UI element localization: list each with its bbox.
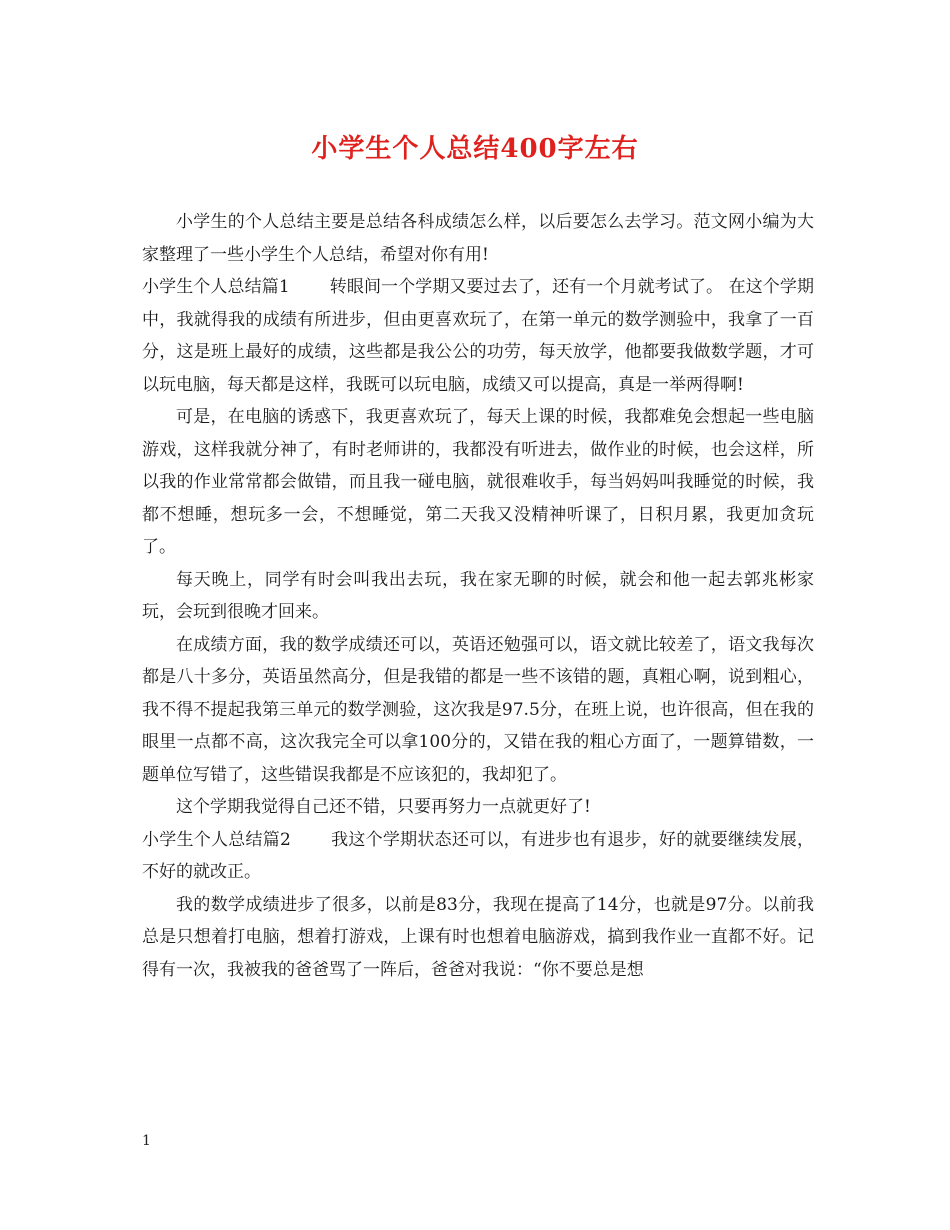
document-body — [142, 206, 814, 986]
paragraph-self-assessment: 这个学期我觉得自己还不错，只要再努力一点就更好了! — [176, 797, 591, 817]
section-1-paragraph — [142, 271, 814, 401]
section-1-heading: 小学生个人总结篇1 — [142, 277, 290, 297]
paragraph-math-progress: 我的数学成绩进步了很多，以前是83分，我现在提高了14分，也就是97分。以前我总是只想着打电脑，想着打游戏，上课有时也想着电脑游戏，搞到我作业一直都不好。记得有一次，我被我的爸爸骂了一阵后，爸爸对我说：“你不要总是想 — [142, 894, 814, 980]
section-1-text: 转眼间一个学期又要过去了，还有一个月就考试了。 在这个学期中，我就得我的成绩有所进步，但由更喜欢玩了，在第一单元的数学测验中，我拿了一百分，这是班上最好的成绩，这些都是我公公的功劳，每天放学，他都要我做数学题，才可以玩电脑，每天都是这样，我既可以玩电脑，成绩又可以提高，真是一举两得啊! — [142, 277, 814, 395]
section-2-heading: 小学生个人总结篇2 — [142, 829, 291, 850]
document-title: 小学生个人总结400字左右 — [311, 134, 639, 164]
page-number: 1 — [142, 1133, 151, 1149]
section-2-paragraph — [142, 824, 814, 889]
paragraph-grades: 在成绩方面，我的数学成绩还可以，英语还勉强可以，语文就比较差了，语文我每次都是八十多分，英语虽然高分，但是我错的都是一些不该错的题，真粗心啊，说到粗心，我不得不提起我第三单元的数学测验，这次我是97.5分，在班上说，也许很高，但在我的眼里一点都不高，这次我完全可以拿100分的，又错在我的粗心方面了，一题算错数，一题单位写错了，这些错误我都是不应该犯的，我却犯了。 — [142, 634, 814, 785]
paragraph-evenings: 每天晚上，同学有时会叫我出去玩，我在家无聊的时候，就会和他一起去郭兆彬家玩，会玩到很晚才回来。 — [142, 569, 814, 622]
intro-paragraph: 小学生的个人总结主要是总结各科成绩怎么样，以后要怎么去学习。范文网小编为大家整理了一些小学生个人总结，希望对你有用! — [142, 212, 814, 265]
paragraph-computer-temptation: 可是，在电脑的诱惑下，我更喜欢玩了，每天上课的时候，我都难免会想起一些电脑游戏，这样我就分神了，有时老师讲的，我都没有听进去，做作业的时候，也会这样，所以我的作业常常都会做错，而且我一碰电脑，就很难收手，每当妈妈叫我睡觉的时候，我都不想睡，想玩多一会，不想睡觉，第二天我又没精神听课了，日积月累，我更加贪玩了。 — [142, 407, 814, 557]
section-2-text: 我这个学期状态还可以，有进步也有退步，好的就要继续发展，不好的就改正。 — [142, 829, 814, 882]
